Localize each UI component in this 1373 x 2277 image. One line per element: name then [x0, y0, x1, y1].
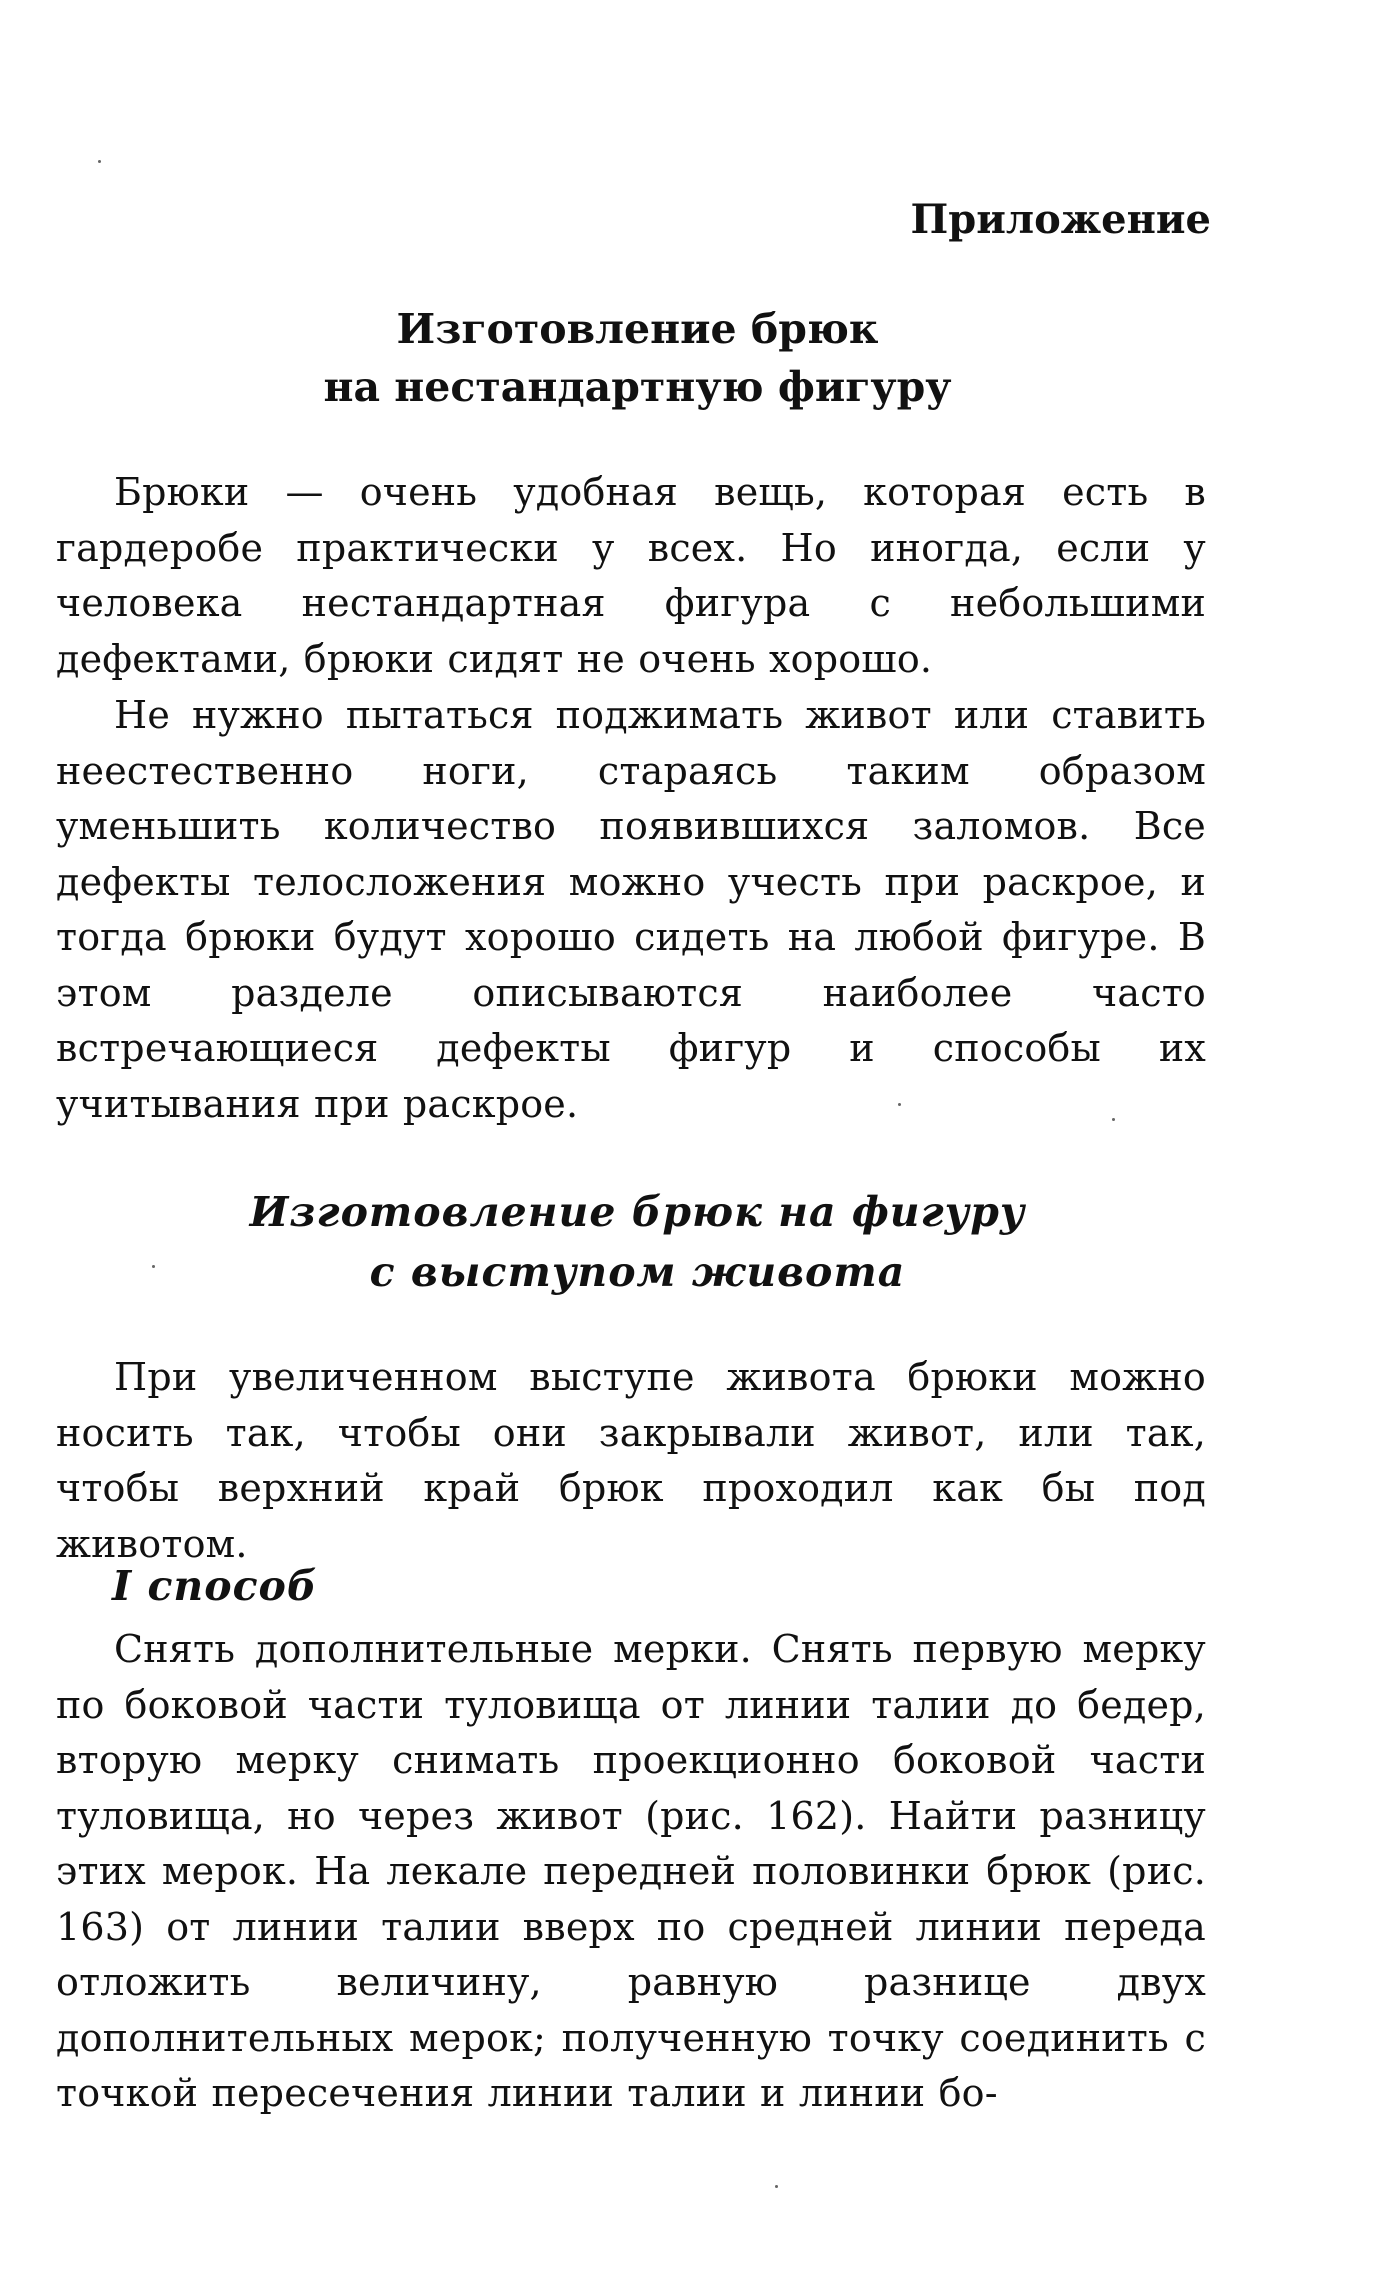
section-title-line-1: Изготовление брюк на фигуру	[249, 1188, 1026, 1236]
page-title-line-1: Изготовление брюк	[396, 305, 879, 353]
scan-speck	[152, 1265, 155, 1268]
section-title	[0, 1182, 1275, 1302]
page-title	[0, 300, 1275, 416]
scan-speck	[1112, 1118, 1115, 1121]
section-title-line-2: с выступом живота	[369, 1248, 906, 1296]
scan-speck	[775, 2185, 778, 2188]
intro-paragraph-1: Брюки — очень удобная вещь, которая есть в гардеробе практически у всех. Но иногда, если у человека нестандартная фигура с небольшими дефектами, брюки сидят не очень хорошо.	[56, 470, 1206, 681]
scan-speck	[98, 160, 101, 163]
page-title-line-2: на нестандартную фигуру	[323, 363, 952, 411]
section-intro-paragraph: При увеличенном выступе живота брюки можно носить так, чтобы они закрывали живот, или так, чтобы верхний край брюк проходил как бы под животом.	[56, 1355, 1206, 1566]
intro-paragraph-2: Не нужно пытаться поджимать живот или ставить неестественно ноги, стараясь таким образом уменьшить количество появившихся заломов. Все дефекты телосложения можно учесть при раскрое, и тогда брюки будут хорошо сидеть на любой фигуре. В этом разделе описываются наиболее часто встречающиеся дефекты фигур и способы их учитывания при раскрое.	[56, 693, 1206, 1126]
method-heading: I способ	[112, 1562, 318, 1610]
running-header: Приложение	[910, 196, 1211, 243]
method-paragraph: Снять дополнительные мерки. Снять первую мерку по боковой части туловища от линии талии до бедер, вторую мерку снимать проекционно боковой части туловища, но через живот (рис. 162). Найти разницу этих мерок. На лекале передней половинки брюк (рис. 163) от линии талии вверх по средней линии переда отложить величину, равную разнице двух дополнительных мерок; полученную точку соединить с точкой пересечения линии талии и линии бо-	[56, 1627, 1206, 2115]
scan-speck	[898, 1103, 901, 1106]
